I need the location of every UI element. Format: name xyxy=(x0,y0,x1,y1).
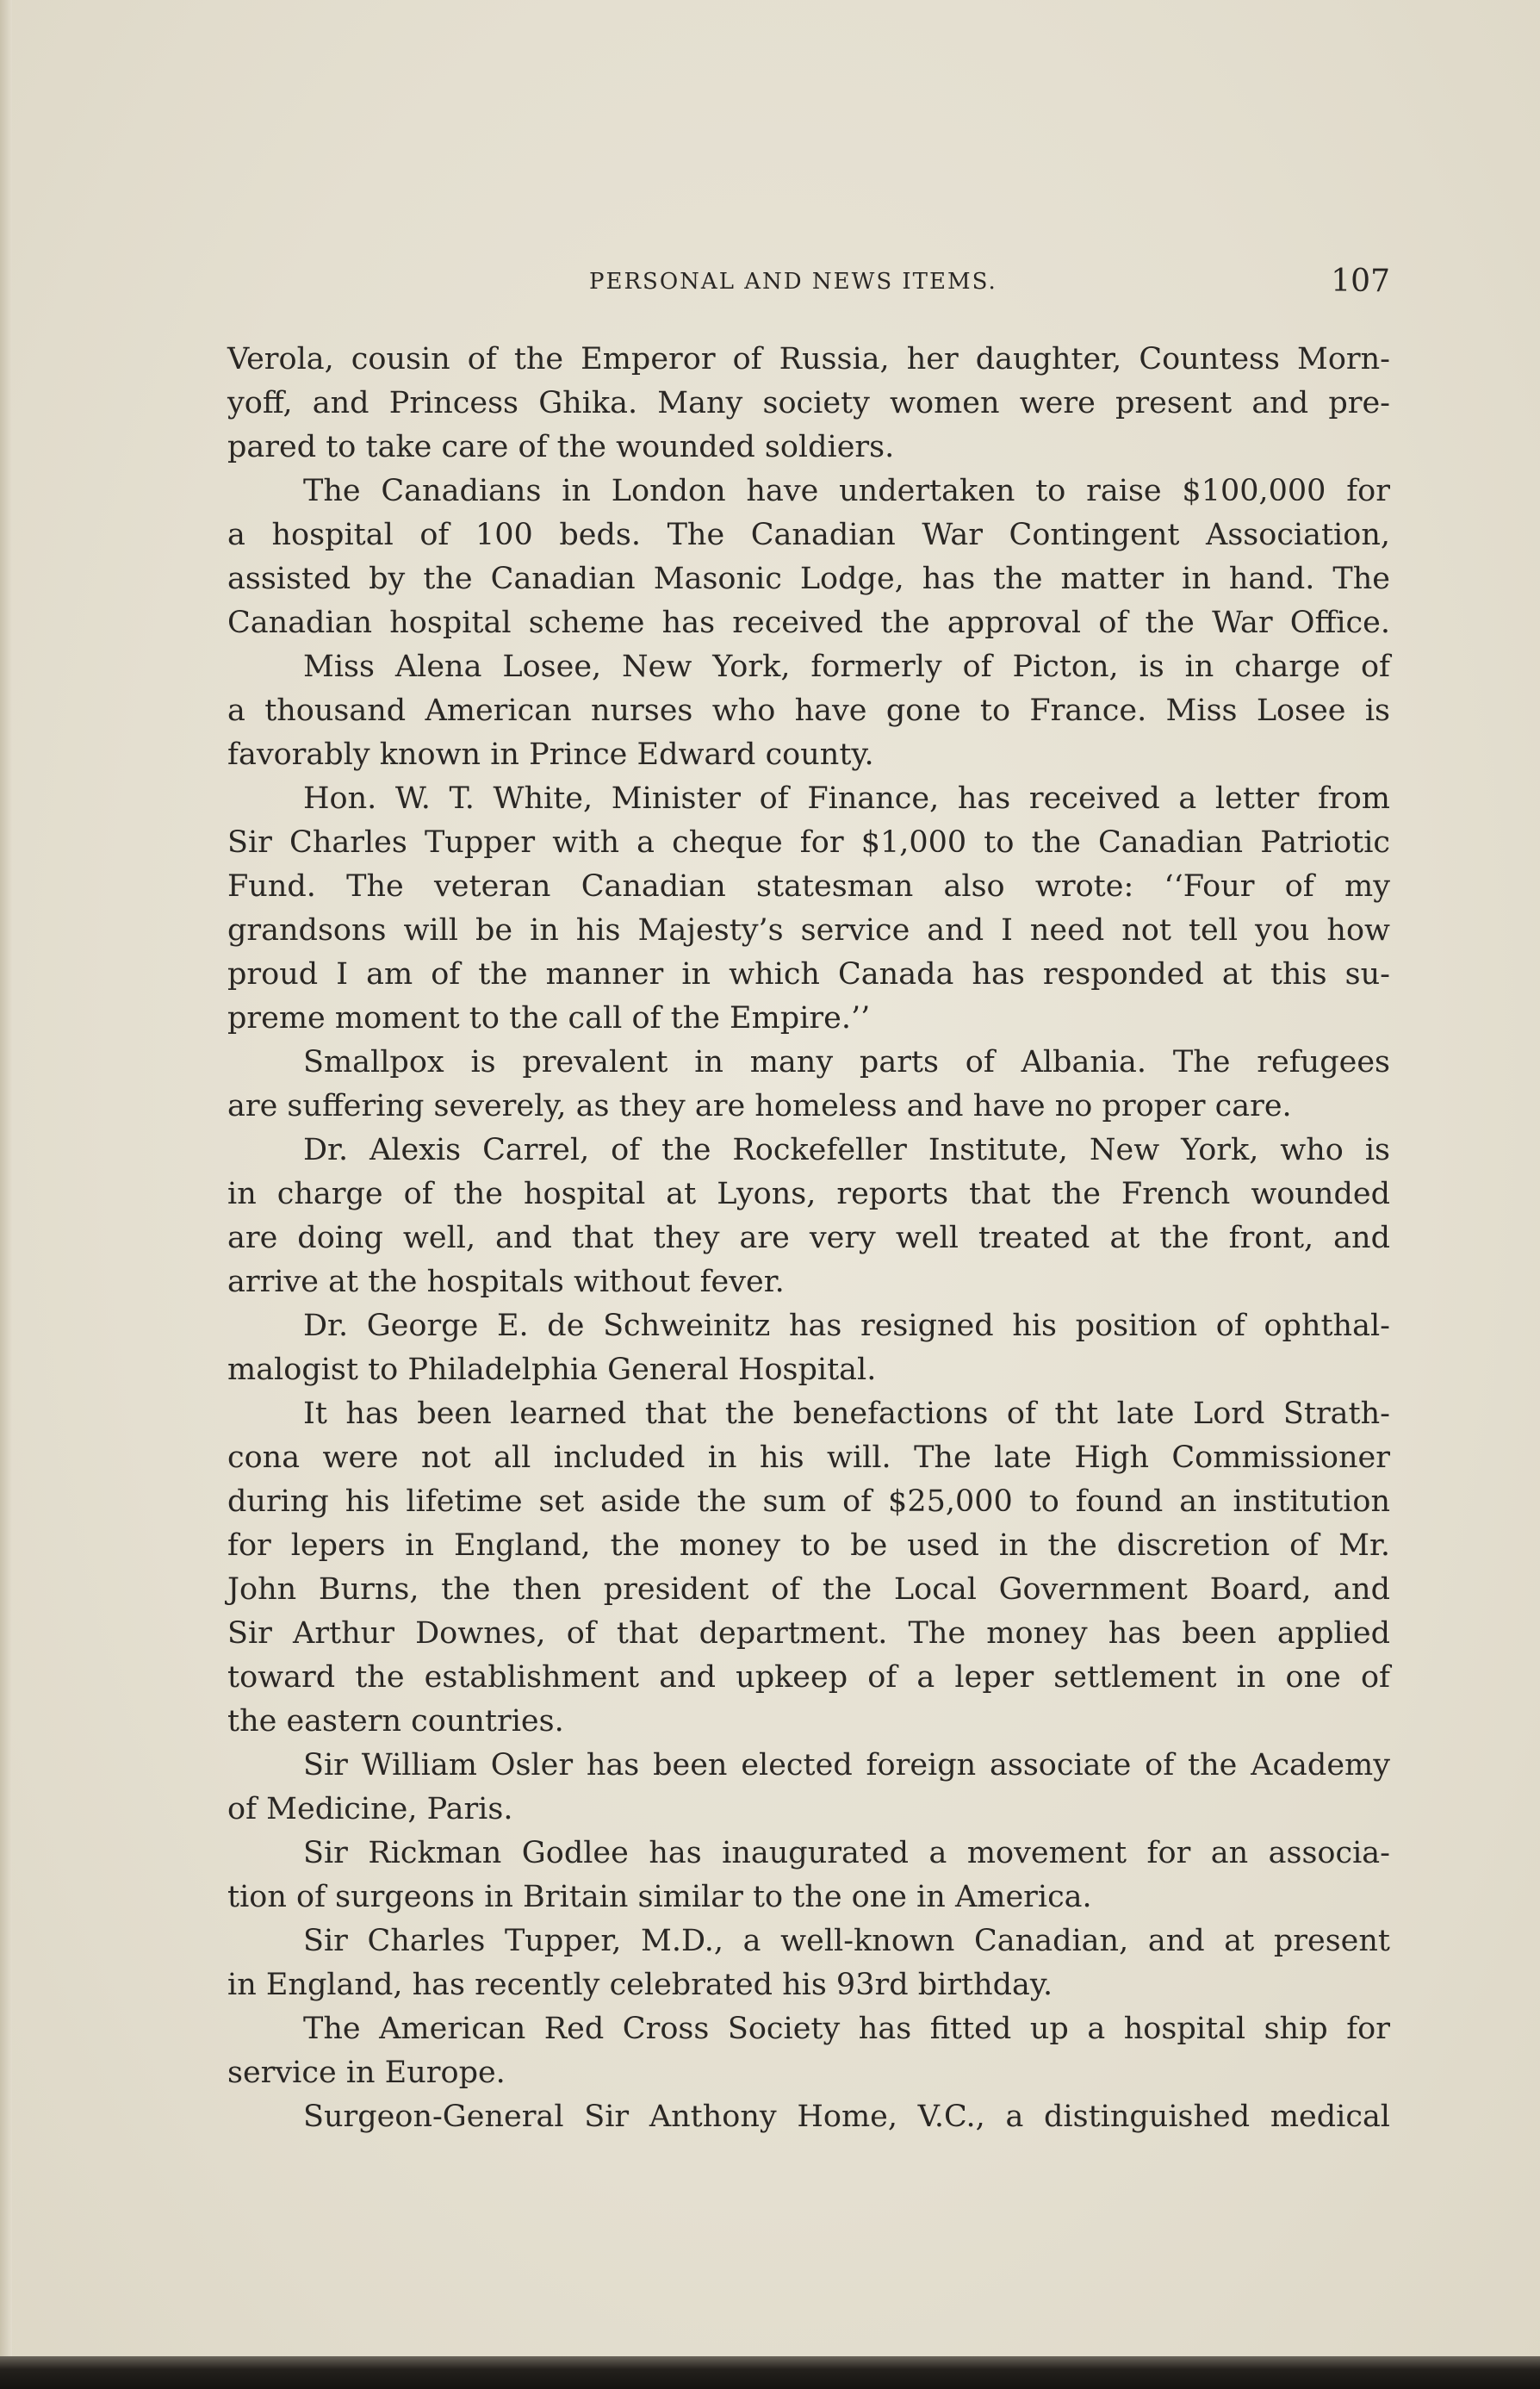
paragraph xyxy=(227,1919,1390,2007)
text-line: of Medicine, Paris. xyxy=(227,1792,513,1826)
text-line: Sir Rickman Godlee has inaugurated a movement for an associa- xyxy=(303,1836,1390,1870)
text-line: in charge of the hospital at Lyons, reports that the French wounded xyxy=(227,1177,1390,1211)
text-line: Sir Charles Tupper with a cheque for $1,000 to the Canadian Patriotic xyxy=(227,825,1390,860)
running-title: PERSONAL AND NEWS ITEMS. xyxy=(589,269,997,295)
text-line: Miss Alena Losee, New York, formerly of Picton, is in charge of xyxy=(303,650,1390,684)
page-gutter-shadow xyxy=(0,0,12,2389)
text-line: proud I am of the manner in which Canada has responded at this su- xyxy=(227,957,1390,992)
text-line: during his lifetime set aside the sum of $25,000 to found an institution xyxy=(227,1484,1390,1519)
text-line: the eastern countries. xyxy=(227,1704,564,1739)
text-line: favorably known in Prince Edward county. xyxy=(227,737,874,772)
text-line: Sir Charles Tupper, M.D., a well-known Canadian, and at present xyxy=(303,1924,1390,1958)
text-line: pared to take care of the wounded soldiers. xyxy=(227,430,895,464)
text-line: preme moment to the call of the Empire.’’ xyxy=(227,1001,871,1036)
text-line: are doing well, and that they are very well treated at the front, and xyxy=(227,1221,1390,1255)
text-line: assisted by the Canadian Masonic Lodge, has the matter in hand. The xyxy=(227,562,1390,596)
text-line: Canadian hospital scheme has received the approval of the War Office. xyxy=(227,606,1390,640)
paragraph xyxy=(227,2007,1390,2095)
text-line: malogist to Philadelphia General Hospital. xyxy=(227,1353,877,1387)
text-line: Sir Arthur Downes, of that department. The money has been applied xyxy=(227,1616,1390,1651)
text-line: arrive at the hospitals without fever. xyxy=(227,1265,785,1299)
text-line: tion of surgeons in Britain similar to the one in America. xyxy=(227,1880,1092,1914)
paragraph xyxy=(227,2095,1390,2139)
paragraph xyxy=(227,645,1390,777)
text-line: Smallpox is prevalent in many parts of Albania. The refugees xyxy=(303,1045,1390,1079)
text-line: The American Red Cross Society has fitted up a hospital ship for xyxy=(303,2012,1390,2046)
page-bottom-shadow xyxy=(0,2356,1540,2389)
text-line: The Canadians in London have undertaken to raise $100,000 for xyxy=(303,474,1390,508)
paragraph xyxy=(227,470,1390,645)
text-line: Hon. W. T. White, Minister of Finance, has received a letter from xyxy=(303,781,1390,816)
paragraph xyxy=(227,1041,1390,1129)
text-line: in England, has recently celebrated his 93rd birthday. xyxy=(227,1968,1053,2002)
text-line: John Burns, the then president of the Local Government Board, and xyxy=(227,1572,1390,1607)
text-line: cona were not all included in his will. The late High Commissioner xyxy=(227,1440,1390,1475)
text-line: a thousand American nurses who have gone to France. Miss Losee is xyxy=(227,694,1390,728)
paragraph xyxy=(227,1392,1390,1744)
text-line: toward the establishment and upkeep of a leper settlement in one of xyxy=(227,1660,1390,1695)
running-head xyxy=(227,264,1390,305)
text-line: Surgeon-General Sir Anthony Home, V.C., a distinguished medical xyxy=(303,2100,1390,2134)
text-line: a hospital of 100 beds. The Canadian War Contingent Association, xyxy=(227,518,1390,552)
body-text xyxy=(227,338,1390,2139)
paragraph xyxy=(227,1832,1390,1919)
text-line: Dr. Alexis Carrel, of the Rockefeller Institute, New York, who is xyxy=(303,1133,1390,1167)
text-line: grandsons will be in his Majesty’s service and I need not tell you how xyxy=(227,913,1390,948)
text-line: Fund. The veteran Canadian statesman also wrote: ‘‘Four of my xyxy=(227,869,1390,904)
paragraph xyxy=(227,338,1390,470)
page-number: 107 xyxy=(1331,264,1390,299)
paragraph xyxy=(227,777,1390,1041)
text-line: for lepers in England, the money to be used in the discretion of Mr. xyxy=(227,1528,1390,1563)
text-line: Sir William Osler has been elected foreign associate of the Academy xyxy=(303,1748,1390,1782)
text-line: It has been learned that the benefactions of tht late Lord Strath- xyxy=(303,1397,1390,1431)
text-line: Dr. George E. de Schweinitz has resigned his position of ophthal- xyxy=(303,1309,1390,1343)
paragraph xyxy=(227,1304,1390,1392)
paragraph xyxy=(227,1744,1390,1832)
text-line: are suffering severely, as they are homeless and have no proper care. xyxy=(227,1089,1292,1123)
text-line: Verola, cousin of the Emperor of Russia, her daughter, Countess Morn- xyxy=(227,342,1390,376)
paragraph xyxy=(227,1129,1390,1304)
text-line: service in Europe. xyxy=(227,2056,506,2090)
text-line: yoff, and Princess Ghika. Many society women were present and pre- xyxy=(227,386,1390,420)
